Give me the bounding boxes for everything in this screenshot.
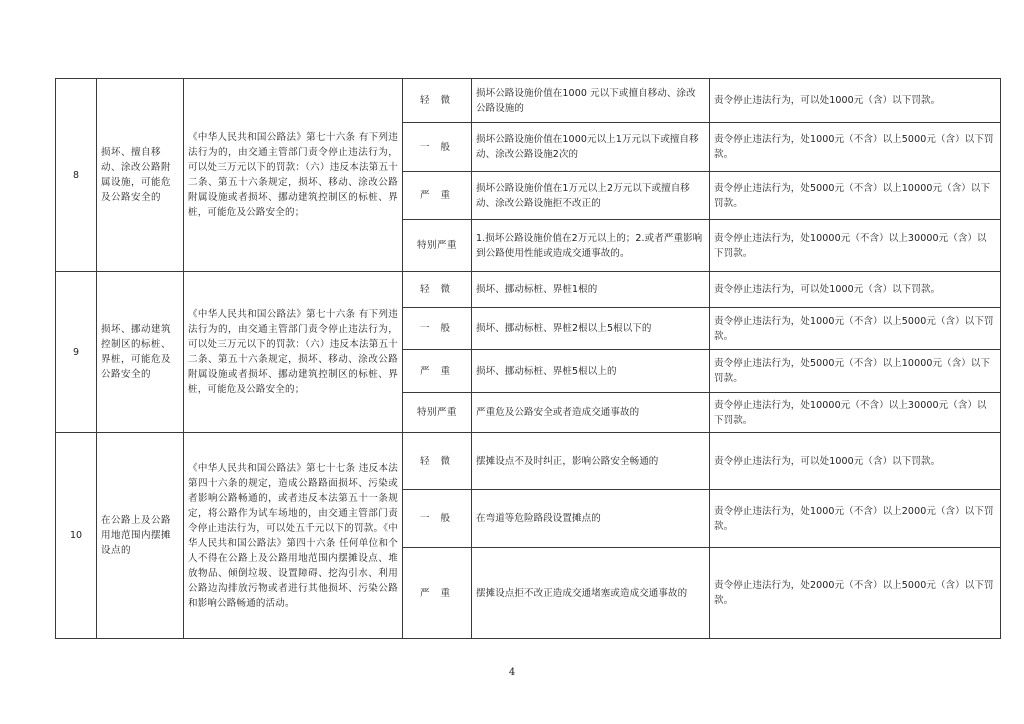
row-number: 10 [56,433,97,639]
penalty-standard: 责令停止违法行为，处1000元（不含）以上5000元（含）以下罚款。 [710,308,1001,350]
page-number: 4 [508,667,516,678]
penalty-standard: 责令停止违法行为，处2000元（不含）以上5000元（含）以下罚款。 [710,548,1001,639]
violation-condition: 在弯道等危险路段设置摊点的 [472,490,710,548]
row-number: 8 [56,79,97,272]
violation-condition: 损坏、挪动标桩、界桩2根以上5根以下的 [472,308,710,350]
violation-condition: 严重危及公路安全或者造成交通事故的 [472,393,710,433]
violation-condition: 摆摊设点不及时纠正，影响公路安全畅通的 [472,433,710,490]
violation-item: 在公路上及公路用地范围内摆摊设点的 [97,433,184,639]
violation-condition: 损坏公路设施价值在1万元以上2万元以下或擅自移动、涂改公路设施拒不改正的 [472,172,710,220]
row-number: 9 [56,272,97,433]
penalty-standard: 责令停止违法行为，可以处1000元（含）以下罚款。 [710,79,1001,123]
violation-condition: 损坏、挪动标桩、界桩1根的 [472,272,710,308]
severity-level: 一 般 [403,123,472,172]
severity-level: 一 般 [403,308,472,350]
severity-level: 严 重 [403,172,472,220]
violation-condition: 1.损坏公路设施价值在2万元以上的；2.或者严重影响到公路使用性能或造成交通事故的。 [472,220,710,272]
penalty-standard: 责令停止违法行为，处5000元（不含）以上10000元（含）以下罚款。 [710,172,1001,220]
severity-level: 严 重 [403,350,472,393]
severity-level: 轻 微 [403,272,472,308]
severity-level: 特别严重 [403,220,472,272]
violation-condition: 摆摊设点拒不改正造成交通堵塞或造成交通事故的 [472,548,710,639]
violation-item: 损坏、挪动建筑控制区的标桩、界桩，可能危及公路安全的 [97,272,184,433]
severity-level: 特别严重 [403,393,472,433]
violation-condition: 损坏公路设施价值在1000元以上1万元以下或擅自移动、涂改公路设施2次的 [472,123,710,172]
penalty-standard: 责令停止违法行为，处10000元（不含）以上30000元（含）以下罚款。 [710,393,1001,433]
penalty-standard: 责令停止违法行为，处1000元（不含）以上5000元（含）以下罚款。 [710,123,1001,172]
penalty-standard: 责令停止违法行为，处5000元（不含）以上10000元（含）以下罚款。 [710,350,1001,393]
penalty-standard: 责令停止违法行为，处10000元（不含）以上30000元（含）以下罚款。 [710,220,1001,272]
violation-item: 损坏、擅自移动、涂改公路附属设施，可能危及公路安全的 [97,79,184,272]
table-row [56,272,1001,308]
legal-basis: 《中华人民共和国公路法》第七十六条 有下列违法行为的，由交通主管部门责令停止违法行为，可以处三万元以下的罚款：（六）违反本法第五十二条、第五十六条规定，损坏、移动、涂改公路附属设施或者损坏、挪动建筑控制区的标桩、界桩，可能危及公路安全的； [184,272,403,433]
penalty-standard: 责令停止违法行为，可以处1000元（含）以下罚款。 [710,433,1001,490]
table-row [56,79,1001,123]
severity-level: 轻 微 [403,79,472,123]
legal-basis: 《中华人民共和国公路法》第七十七条 违反本法第四十六条的规定，造成公路路面损坏、污染或者影响公路畅通的，或者违反本法第五十一条规定，将公路作为试车场地的，由交通主管部门责令停止违法行为，可以处五千元以下的罚款。《中华人民共和国公路法》第四十六条 任何单位和个人不得在公路上及公路用地范围内摆摊设点、堆放物品、倾倒垃圾、设置障碍、挖沟引水、利用公路边沟排放污物或者进行其他损坏、污染公路和影响公路畅通的活动。 [184,433,403,639]
penalty-standard: 责令停止违法行为，处1000元（不含）以上2000元（含）以下罚款。 [710,490,1001,548]
legal-basis: 《中华人民共和国公路法》第七十六条 有下列违法行为的，由交通主管部门责令停止违法行为，可以处三万元以下的罚款：（六）违反本法第五十二条、第五十六条规定，损坏、移动、涂改公路附属设施或者损坏、挪动建筑控制区的标桩、界桩，可能危及公路安全的； [184,79,403,272]
table-row [56,433,1001,490]
violation-condition: 损坏、挪动标桩、界桩5根以上的 [472,350,710,393]
severity-level: 一 般 [403,490,472,548]
penalty-standard: 责令停止违法行为，可以处1000元（含）以下罚款。 [710,272,1001,308]
violation-condition: 损坏公路设施价值在1000 元以下或擅自移动、涂改公路设施的 [472,79,710,123]
severity-level: 轻 微 [403,433,472,490]
severity-level: 严 重 [403,548,472,639]
penalty-table [55,78,1001,639]
